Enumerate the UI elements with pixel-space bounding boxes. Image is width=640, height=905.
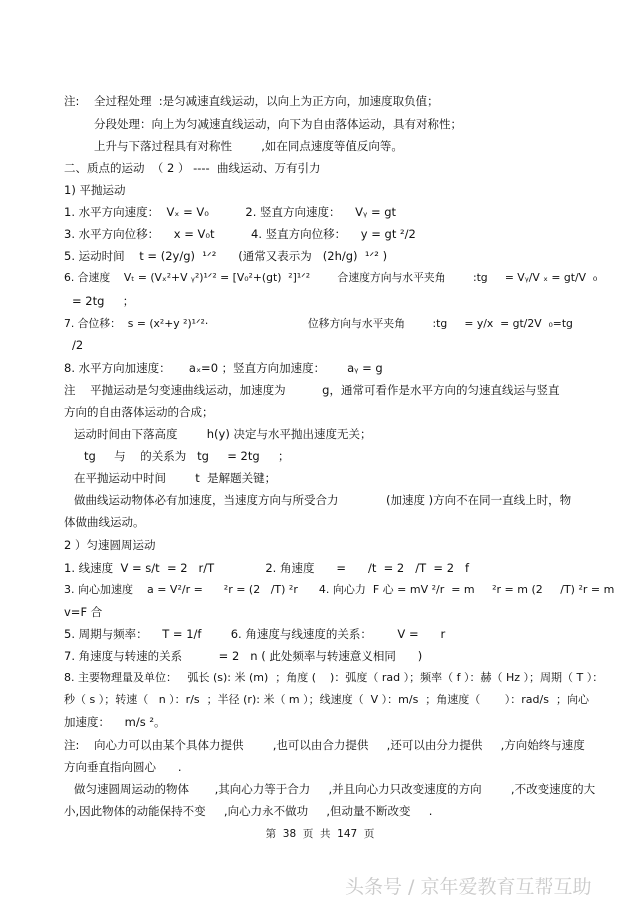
line-33: 小,因此物体的动能保持不变 ,向心力永不做功 ,但动量不断改变 . (64, 804, 433, 818)
line-30: 注: 向心力可以由某个具体力提供 ,也可以由合力提供 ,还可以由分力提供 ,方向始终与速度 (64, 738, 585, 752)
line-29: 加速度： m/s ²。 (64, 715, 166, 729)
line-7: 3. 水平方向位移： x = V₀t 4. 竖直方向位移： y = gt ²/2 (64, 227, 416, 241)
line-28: 秒（ s ）；转速（ n ）：r/s ；半径 (r): 米（ m ）；线速度（ V ）：m/s ；角速度（ ）：rad/s ；向心 (64, 693, 589, 706)
line-8: 5. 运动时间 t = (2y/g) ¹ᐟ² (通常又表示为 (2h/g) ¹ᐟ² ) (64, 249, 388, 263)
line-25: 5. 周期与频率： T = 1/f 6. 角速度与线速度的关系： V = r (64, 627, 446, 641)
line-1: 注: 全过程处理 :是匀减速直线运动，以向上为正方向，加速度取负值； (64, 94, 439, 108)
line-4: 二、质点的运动 （ 2 ） ---- 曲线运动、万有引力 (64, 161, 321, 175)
line-6: 1. 水平方向速度： Vₓ = V₀ 2. 竖直方向速度： Vᵧ = gt (64, 205, 397, 219)
line-11: 7. 合位移： s = (x²+y ²)¹ᐟ²· 位移方向与水平夹角 :tg = y/x = gt/2V ₀=tg (64, 317, 573, 330)
line-27: 8. 主要物理量及单位： 弧长 (s): 米 (m) ；角度 ( )：弧度（ rad ）；频率（ f ）：赫（ Hz ）；周期（ T ）： (64, 671, 604, 684)
line-10: = 2tg ； (72, 294, 135, 308)
line-22: 1. 线速度 V = s/t = 2 r/T 2. 角速度 = /t = 2 /T = 2 f (64, 561, 470, 575)
line-24: v=F 合 (64, 605, 103, 619)
line-26: 7. 角速度与转速的关系 = 2 n ( 此处频率与转速意义相同 ) (64, 649, 423, 663)
line-23: 3. 向心加速度 a = V²/r = ²r = (2 /T) ²r 4. 向心力 F 心 = mV ²/r = m ²r = m (2 /T) ²r = m (64, 583, 615, 596)
line-19: 做曲线运动物体必有加速度，当速度方向与所受合力 (加速度 )方向不在同一直线上时，物 (74, 493, 572, 507)
line-15: 方向的自由落体运动的合成； (64, 405, 214, 419)
line-13: 8. 水平方向加速度： aₓ=0 ；竖直方向加速度： aᵧ = g (64, 361, 383, 375)
line-16: 运动时间由下落高度 h(y) 决定与水平抛出速度无关； (74, 427, 372, 441)
line-9: 6. 合速度 Vₜ = (Vₓ²+V ᵧ²)¹ᐟ² = [V₀²+(gt) ²]¹ᐟ² 合速度方向与水平夹角 :tg = Vᵧ/V ₓ = gt/V ₀ (64, 271, 598, 284)
line-32: 做匀速圆周运动的物体 ,其向心力等于合力 ,并且向心力只改变速度的方向 ,不改变速度的大 (74, 782, 596, 796)
line-17: tg 与 的关系为 tg = 2tg ； (84, 449, 290, 463)
line-21: 2 ）匀速圆周运动 (64, 538, 156, 552)
line-2: 分段处理：向上为匀减速直线运动，向下为自由落体运动，具有对称性； (94, 117, 462, 131)
line-3: 上升与下落过程具有对称性 ,如在同点速度等值反向等。 (94, 139, 403, 153)
line-31: 方向垂直指向圆心 . (64, 760, 182, 774)
line-20: 体做曲线运动。 (64, 515, 145, 529)
line-12: /2 (72, 338, 84, 352)
line-18: 在平抛运动中时间 t 是解题关键； (74, 471, 277, 485)
watermark: 头条号 / 京年爱教育互帮互助 (345, 876, 592, 898)
page-number-footer: 第 38 页 共 147 页 (265, 828, 375, 840)
line-14: 注 平抛运动是匀变速曲线运动，加速度为 g，通常可看作是水平方向的匀速直线运与竖直 (64, 383, 560, 397)
line-5: 1) 平抛运动 (64, 183, 126, 197)
